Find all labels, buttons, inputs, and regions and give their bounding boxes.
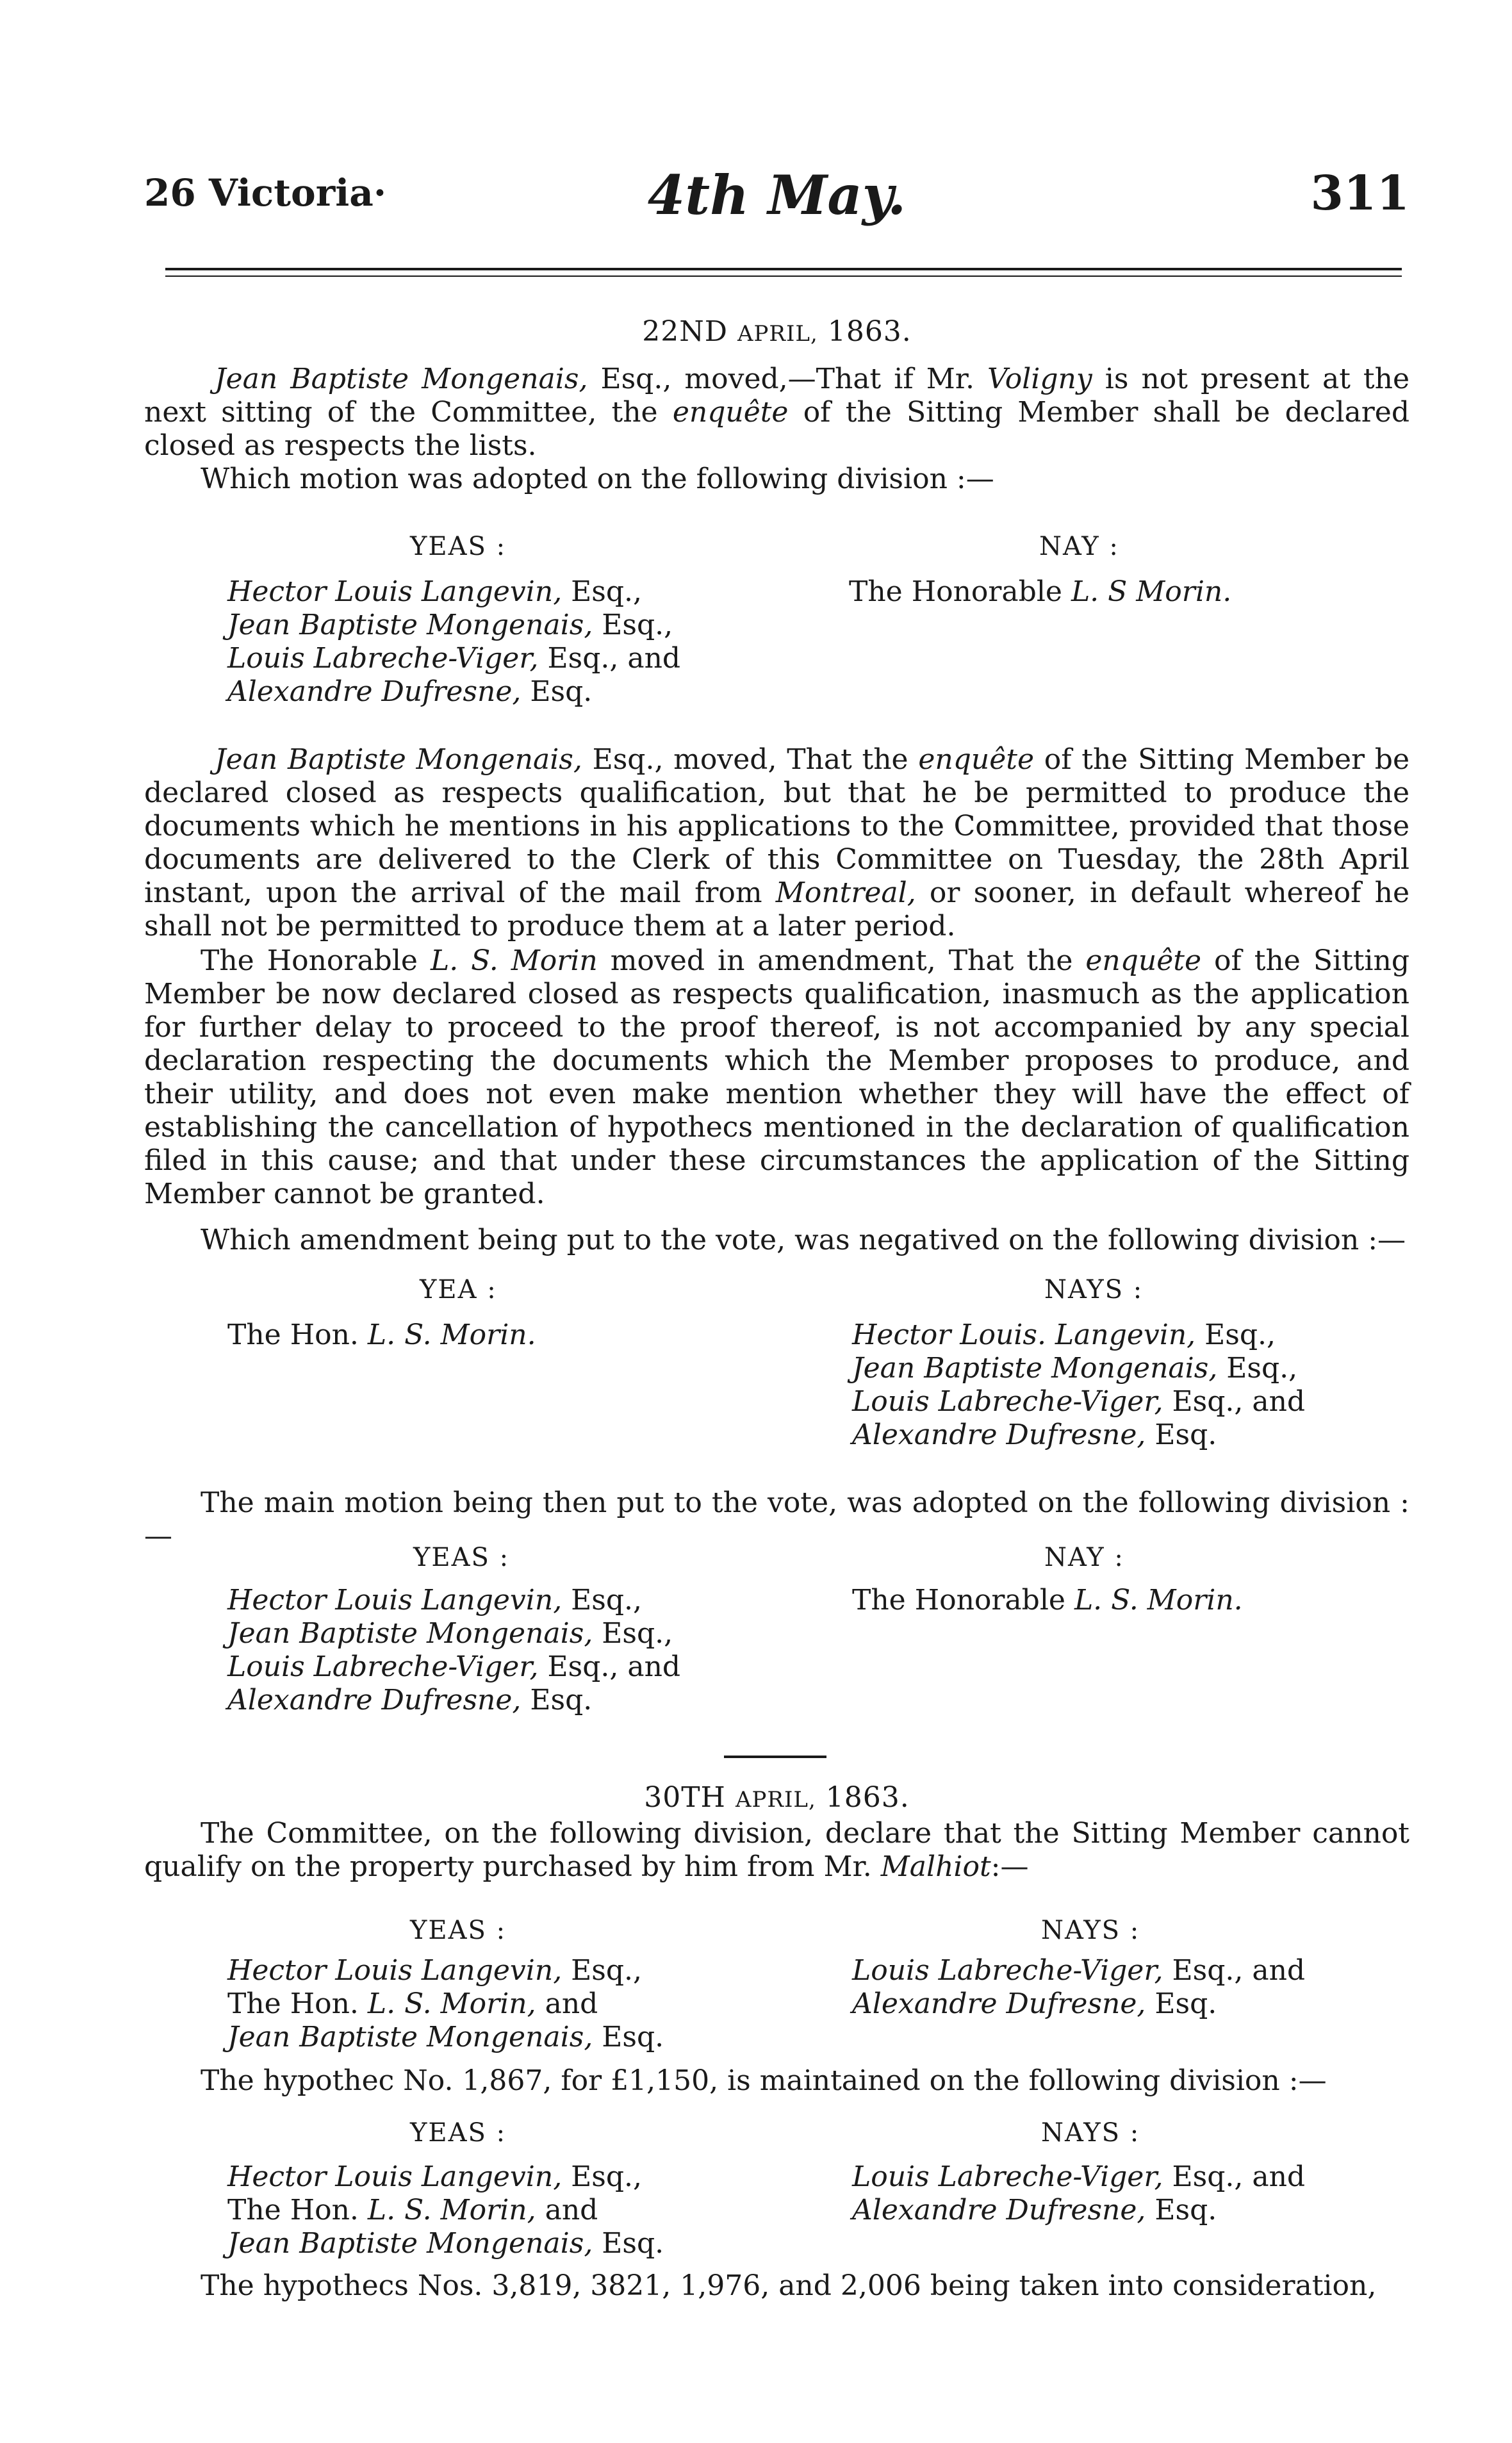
member-entry: Louis Labreche-Viger, Esq., and xyxy=(227,642,681,675)
place-name: Montreal, xyxy=(775,876,916,909)
paragraph-text: The main motion being then put to the vote, was adopted on the following division :— xyxy=(144,1486,1409,1552)
heading-month: APRIL, xyxy=(737,321,818,347)
paragraph xyxy=(144,944,1409,1211)
member-entry: Hector Louis Langevin, Esq., xyxy=(227,1584,643,1616)
yeas-heading: YEAS : xyxy=(410,532,507,561)
paragraph-text: The hypothecs Nos. 3,819, 3821, 1,976, and 2,006 being taken into consideration, xyxy=(201,2269,1377,2302)
heading-month: APRIL, xyxy=(735,1787,816,1813)
member-name: Voligny xyxy=(987,363,1092,395)
paragraph-text: The Committee, on the following division, declare that the Sitting Member cannot qualify on the property purchased by him from Mr. xyxy=(144,1817,1409,1883)
italic-term: enquête xyxy=(918,743,1034,776)
paragraph xyxy=(144,2064,1409,2098)
nay-list xyxy=(849,575,1231,609)
nays-list xyxy=(852,1954,1305,2021)
paragraph xyxy=(144,463,1409,496)
paragraph-text: The Honorable xyxy=(201,944,431,977)
paragraph-text: of the Sitting Member shall be declared closed as respects the lists. xyxy=(144,396,1409,462)
member-entry: Louis Labreche-Viger, Esq., and xyxy=(852,1385,1306,1418)
member-entry: Jean Baptiste Mongenais, Esq., xyxy=(227,1617,673,1650)
paragraph xyxy=(144,743,1409,943)
member-entry: The Hon. L. S. Morin. xyxy=(227,1319,536,1351)
nays-list xyxy=(852,1319,1305,1452)
member-entry: Jean Baptiste Mongenais, Esq. xyxy=(227,2021,664,2053)
member-entry: Alexandre Dufresne, Esq. xyxy=(852,1987,1217,2020)
header-double-rule xyxy=(165,268,1402,277)
paragraph-text: Which amendment being put to the vote, was negatived on the following division :— xyxy=(201,1224,1406,1256)
heading-day: 22ND xyxy=(642,315,728,348)
italic-term: enquête xyxy=(1085,944,1201,977)
yeas-heading: YEAS : xyxy=(410,2118,507,2148)
yeas-heading: YEAS : xyxy=(413,1543,510,1572)
paragraph xyxy=(144,1224,1409,1257)
paragraph-text: of the Sitting Member be declared closed as respects qualification, but that he be permitted to produce the documents which he mentions in his applications to the Committee, provided that those documents are delivered to the Clerk of this Committee on Tuesday, the 28th April instant, upon the arrival of the mail from xyxy=(144,743,1409,909)
member-entry: Jean Baptiste Mongenais, Esq., xyxy=(852,1352,1298,1385)
member-entry: Louis Labreche-Viger, Esq., and xyxy=(852,1954,1306,1987)
page-number: 311 xyxy=(1310,166,1409,221)
paragraph-text: of the Sitting Member be now declared closed as respects qualification, inasmuch as the application for further delay to proceed to the proof thereof, is not accompanied by any special declaration respecting the documents which the Member proposes to produce, and their utility, and does not even make mention whether they will have the effect of establishing the cancellation of hypothecs mentioned in the declaration of qualification filed in this cause; and that under these circumstances the application of the Sitting Member cannot be granted. xyxy=(144,944,1409,1210)
heading-year: 1863. xyxy=(827,315,912,348)
yeas-list xyxy=(227,575,680,709)
heading-year: 1863. xyxy=(825,1781,910,1814)
member-entry: Hector Louis Langevin, Esq., xyxy=(227,1954,643,1987)
member-name: L. S. Morin xyxy=(430,944,598,977)
nays-heading: NAYS : xyxy=(1041,2118,1140,2148)
mover-name: Jean Baptiste Mongenais, xyxy=(215,743,582,776)
yea-list xyxy=(227,1319,536,1352)
paragraph-text: Which motion was adopted on the following division :— xyxy=(201,463,994,495)
vendor-name: Malhiot xyxy=(880,1850,991,1883)
yea-heading: YEA : xyxy=(420,1275,497,1304)
member-entry: Jean Baptiste Mongenais, Esq., xyxy=(227,609,673,641)
nay-heading: NAY : xyxy=(1039,532,1119,561)
member-entry: Alexandre Dufresne, Esq. xyxy=(227,1684,593,1716)
member-entry: Hector Louis Langevin, Esq., xyxy=(227,2160,643,2193)
member-entry: Alexandre Dufresne, Esq. xyxy=(852,1419,1217,1451)
running-head xyxy=(144,163,1409,234)
paragraph xyxy=(144,363,1409,463)
section-date-heading xyxy=(144,315,1409,348)
member-entry: Jean Baptiste Mongenais, Esq. xyxy=(227,2227,664,2260)
paragraph-text: moved in amendment, That the xyxy=(597,944,1086,977)
member-entry: The Hon. L. S. Morin, and xyxy=(227,1987,598,2020)
yeas-heading: YEAS : xyxy=(410,1916,507,1945)
nay-heading: NAY : xyxy=(1044,1543,1124,1572)
member-entry: Alexandre Dufresne, Esq. xyxy=(227,675,593,708)
paragraph-text: The hypothec No. 1,867, for £1,150, is maintained on the following division :— xyxy=(201,2064,1327,2097)
heading-day: 30TH xyxy=(644,1781,726,1814)
nays-list xyxy=(852,2160,1305,2227)
yeas-list xyxy=(227,1954,664,2054)
member-entry: Hector Louis Langevin, Esq., xyxy=(227,575,643,608)
member-entry: Louis Labreche-Viger, Esq., and xyxy=(227,1650,681,1683)
member-entry: The Honorable L. S Morin. xyxy=(849,575,1232,608)
member-entry: The Honorable L. S. Morin. xyxy=(852,1584,1243,1616)
session-label: 26 Victoria· xyxy=(144,171,387,215)
member-entry: The Hon. L. S. Morin, and xyxy=(227,2194,598,2226)
member-entry: Hector Louis. Langevin, Esq., xyxy=(852,1319,1276,1351)
section-divider xyxy=(724,1756,826,1758)
nays-heading: NAYS : xyxy=(1041,1916,1140,1945)
italic-term: enquête xyxy=(672,396,789,429)
paragraph-text: Esq., moved, That the xyxy=(582,743,919,776)
member-entry: Louis Labreche-Viger, Esq., and xyxy=(852,2160,1306,2193)
paragraph-text: Esq., moved,—That if Mr. xyxy=(588,363,987,395)
paragraph xyxy=(144,1817,1409,1884)
member-entry: Alexandre Dufresne, Esq. xyxy=(852,2194,1217,2226)
section-date-heading xyxy=(144,1781,1409,1814)
nay-list xyxy=(852,1584,1243,1617)
nays-heading: NAYS : xyxy=(1044,1275,1144,1304)
paragraph-text: is not present at the next sitting of the Committee, the xyxy=(144,363,1409,429)
paragraph-text: or sooner, in default whereof he shall not be permitted to produce them at a later period. xyxy=(144,876,1409,942)
page-date: 4th May. xyxy=(647,163,907,227)
yeas-list xyxy=(227,1584,680,1717)
paragraph-text: :— xyxy=(990,1850,1029,1883)
paragraph xyxy=(144,1486,1409,1553)
paragraph xyxy=(144,2269,1409,2303)
mover-name: Jean Baptiste Mongenais, xyxy=(215,363,588,395)
yeas-list xyxy=(227,2160,664,2260)
